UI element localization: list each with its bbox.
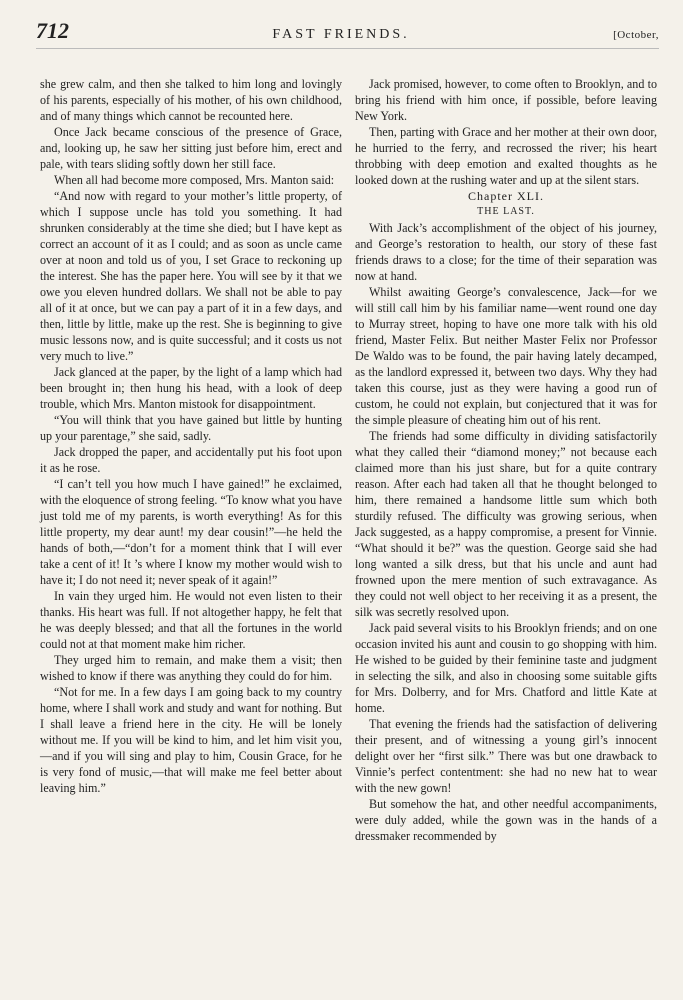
page-header <box>36 18 659 49</box>
paragraph: When all had become more composed, Mrs. Manton said: <box>54 173 335 187</box>
paragraph: Whilst awaiting George’s convalescence, Jack—for we will still call him by his familiar name—went round one day to Murray street, hoping to have one more talk with his old friend, Master Felix. But neither Master Felix nor Professor De Waldo was to be found, the pair having lately decamped, as the landlord expressed it, between two days. Why they had taken this course, just as they were having a good run of custom, he could not explain, but conjectured that it was for the simple pleasure of cheating him out of his rent. <box>355 285 657 427</box>
issue-month: [October, <box>613 29 659 41</box>
paragraph: “Not for me. In a few days I am going back to my country home, where I shall work and study and want for nothing. But I shall leave a friend here in the city. He will be lonely without me. If you will be kind to him, and let him visit you,—and if you will sing and play to him, Cousin Grace, for he is very fond of music,—that will make me feel better about leaving him.” <box>40 685 342 795</box>
paragraph: The friends had some difficulty in dividing satisfactorily what they called their “diamond money;” not because each claimed more than his just share, but for a quite contrary reason. After each had taken all that he thought belonged to him, there remained a handsome little sum which both sturdily refused. The difficulty was growing serious, when Jack suggested, as a happy compromise, a present for Vinnie. “What should it be?” was the question. George said she had long wanted a silk dress, but that his uncle and aunt had frowned upon the mere mention of such extravagance. As they could not well object to her receiving it as a present, the silk was secretly resolved upon. <box>355 429 657 619</box>
paragraph: With Jack’s accomplishment of the object of his journey, and George’s restoration to health, our story of these fast friends draws to a close; for the time of their separation was now at hand. <box>355 221 657 283</box>
paragraph: Jack promised, however, to come often to Brooklyn, and to bring his friend with him once, if possible, before leaving New York. <box>355 77 657 123</box>
paragraph: In vain they urged him. He would not even listen to their thanks. His heart was full. If not altogether happy, he felt that he was deeply blessed; and that all the fortunes in the world could not at that moment make him richer. <box>40 589 342 651</box>
paragraph: Once Jack became conscious of the presence of Grace, and, looking up, he saw her sitting just before him, erect and pale, with tears sliding softly down her still face. <box>40 125 342 171</box>
paragraph: Jack dropped the paper, and accidentally put his foot upon it as he rose. <box>40 445 342 475</box>
page-number: 712 <box>36 18 69 43</box>
right-column <box>355 76 657 844</box>
paragraph: Jack glanced at the paper, by the light of a lamp which had been brought in; then hung his head, with a look of deep trouble, which Mrs. Manton mistook for disappointment. <box>40 365 342 411</box>
paragraph: They urged him to remain, and make them a visit; then wished to know if there was anything they could do for him. <box>40 653 342 683</box>
paragraph: Then, parting with Grace and her mother at their own door, he hurried to the ferry, and recrossed the river; his heart throbbing with deep emotion and exalted thoughts as he looked down at the rushing water and up at the silent stars. <box>355 125 657 187</box>
chapter-subtitle: THE LAST. <box>477 206 535 217</box>
running-title: FAST FRIENDS. <box>272 27 410 42</box>
chapter-heading: Chapter XLI. <box>468 189 544 203</box>
paragraph: “And now with regard to your mother’s little property, of which I suppose uncle has told you something. It had shrunken considerably at the time she died; but I have kept as correct an account of it as I could; and as soon as uncle came over at noon and told us of you, I set Grace to reckoning up the interest. She has the paper here. You will see by it that we owe you eleven hundred dollars. We shall not be able to pay all of it at once, but we can pay a part of it in a few days, and then, little by little, make up the rest. She is beginning to give music lessons now, and is quite successful; and it costs us not very much to live.” <box>40 189 342 363</box>
paragraph: That evening the friends had the satisfaction of delivering their present, and of witnessing a young girl’s innocent delight over her “first silk.” There was but one drawback to Vinnie’s perfect contentment: she had no new hat to wear with the new gown! <box>355 717 657 795</box>
paragraph: But somehow the hat, and other needful accompaniments, were duly added, while the gown was in the hands of a dressmaker recommended by <box>355 797 657 843</box>
paragraph: Jack paid several visits to his Brooklyn friends; and on one occasion invited his aunt and cousin to go shopping with him. He wished to be guided by their feminine taste and judgment in selecting the silk, and also in choosing some suitable gifts for Mrs. Dolberry, and for Mrs. Chatford and little Kate at home. <box>355 621 657 715</box>
paragraph: “You will think that you have gained but little by hunting up your parentage,” she said, sadly. <box>40 413 342 443</box>
paragraph: she grew calm, and then she talked to him long and lovingly of his parents, especially of his mother, of his own childhood, and of many things which cannot be recounted here. <box>40 77 342 123</box>
left-column <box>40 76 342 796</box>
paragraph: “I can’t tell you how much I have gained!” he exclaimed, with the eloquence of strong feeling. “To know what you have just told me of my parents, is worth everything! As for this little property, my dear aunt! my dear cousin!”—he held the hands of both,—“don’t for a moment think that I will ever take a cent of it! It ’s where I know my mother would wish to have it; I do not need it; never speak of it again!” <box>40 477 342 587</box>
